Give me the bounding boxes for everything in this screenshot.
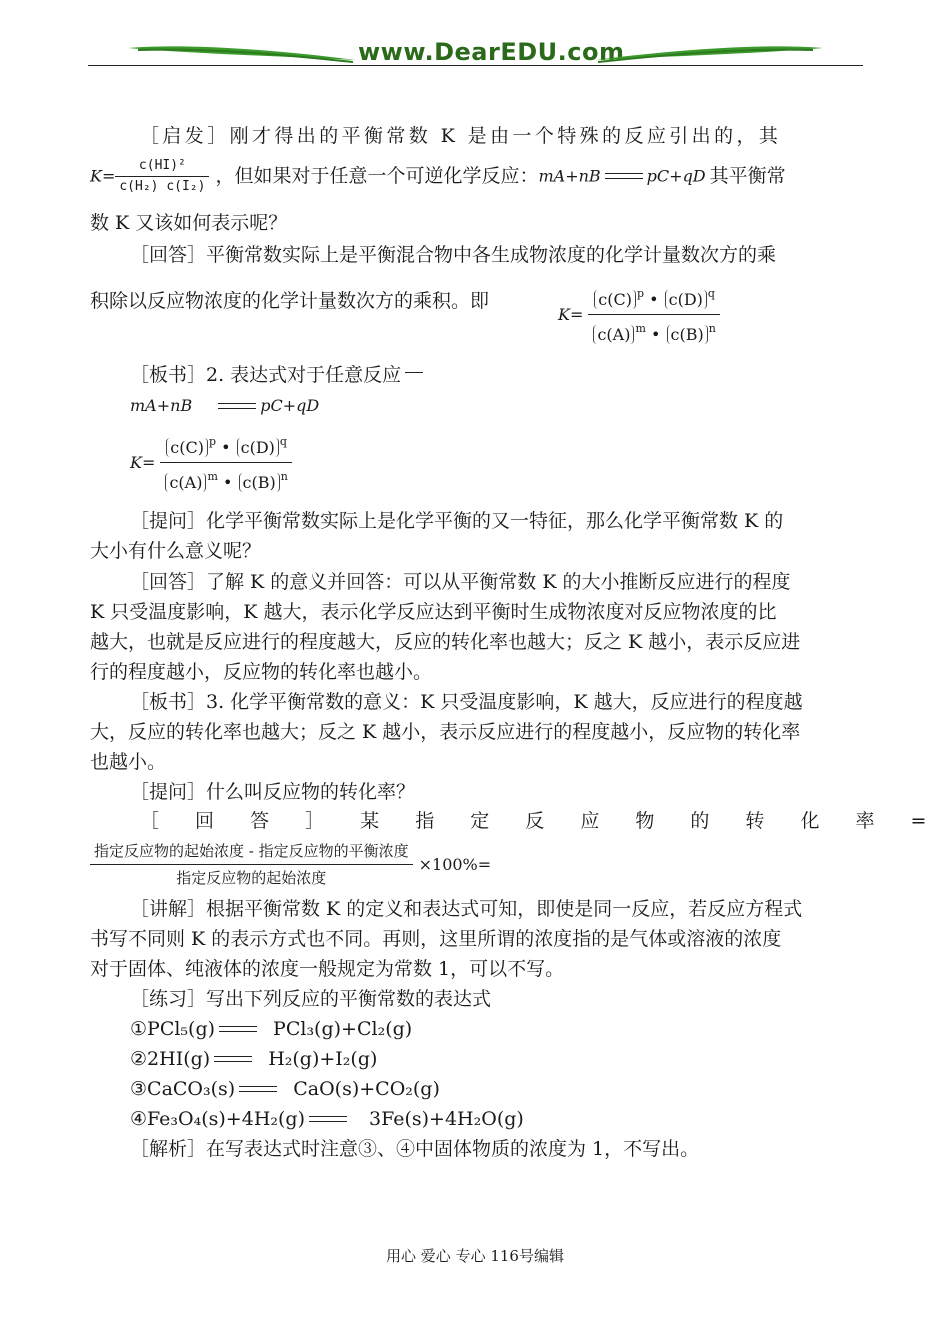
equilibrium-arrow-icon [214,1055,252,1065]
exercise-4: ④Fe₃O₄(s)+4H₂(g) 3Fe(s)+4H₂O(g) [130,1108,524,1130]
p9-line3: 对于固体、纯液体的浓度一般规定为常数 1，可以不写。 [90,958,565,980]
p9-line1: ［讲解］根据平衡常数 K 的定义和表达式可知，即使是同一反应，若反应方程式 [130,898,803,920]
p3-line1: ［板书］2. 表达式对于任意反应 [130,360,423,390]
p1-line1: ［启发］刚才得出的平衡常数 K 是由一个特殊的反应引出的，其 [140,125,782,147]
p1-line2: K= $\frac{\text{c(HI)²}}{\text{c(H₂) c(I₂)}}$ ，但如果对于任意一个可逆化学反应：mA+nB pC+qD 其平衡常 [90,158,786,194]
equilibrium-arrow-icon [605,172,643,182]
p1-line3: 数 K 又该如何表示呢？ [90,212,288,234]
p11-line1: ［解析］在写表达式时注意③、④中固体物质的浓度为 1，不写出。 [130,1138,700,1160]
k-symbol: K= [90,166,116,186]
small-arrow-icon [405,372,423,381]
equilibrium-arrow-icon [239,1085,277,1095]
hi-fraction: $\frac{\text{c(HI)²}}{\text{c(H₂) c(I₂)}}$ [115,158,209,195]
conversion-formula: $\frac{\text{指定反应物的起始浓度 - 指定反应物的平衡浓度}}{\text{指定反应物的起始浓度}}$ ×100%= [90,840,491,889]
header-rule [88,65,863,66]
leaf-swoosh-left-icon [128,38,358,68]
p5-line3: 越大，也就是反应进行的程度越大，反应的转化率也越大；反之 K 越小，表示反应进 [90,631,801,653]
p7-line1: ［提问］什么叫反应物的转化率？ [130,781,416,803]
p8-line1: ［ 回 答 ］ 某 指 定 反 应 物 的 转 化 率 = [140,810,942,832]
p6-line2: 大，反应的转化率也越大；反之 K 越小，表示反应进行的程度越小，反应物的转化率 [90,721,801,743]
p6-line3: 也越小。 [90,751,167,773]
p6-line1: ［板书］3. 化学平衡常数的意义：K 只受温度影响，K 越大，反应进行的程度越 [130,691,803,713]
exercise-3: ③CaCO₃(s) CaO(s)+CO₂(g) [130,1078,440,1100]
equilibrium-arrow-icon [218,402,256,412]
leaf-swoosh-right-icon [593,38,823,68]
p3-reaction: mA+nB pC+qD [130,396,320,415]
p2-line1: ［回答］平衡常数实际上是平衡混合物中各生成物浓度的化学计量数次方的乘 [130,244,777,266]
footer-text: 用心 爱心 专心 116号编辑 [386,1247,564,1265]
k-expression-2: K= $\frac{c(C) ^p • c(D) ^q}{c(A) ^m • c(B) ^n}$ [130,430,292,495]
k-expression-1: K= $\frac{c(C) ^p • c(D) ^q}{c(A) ^m • c(B) ^n}$ [558,282,720,347]
p2-line2: 积除以反应物浓度的化学计量数次方的乘积。即 [90,290,490,312]
site-logo[interactable]: www.DearEDU.com [358,38,625,66]
p5-line2: K 只受温度影响，K 越大，表示化学反应达到平衡时生成物浓度对反应物浓度的比 [90,601,777,623]
p9-line2: 书写不同则 K 的表示方式也不同。再则，这里所谓的浓度指的是气体或溶液的浓度 [90,928,782,950]
p4-line2: 大小有什么意义呢？ [90,540,262,562]
p5-line1: ［回答］了解 K 的意义并回答：可以从平衡常数 K 的大小推断反应进行的程度 [130,571,791,593]
exercise-1: ①PCl₅(g) PCl₃(g)+Cl₂(g) [130,1018,413,1040]
header-banner [88,34,863,70]
p4-line1: ［提问］化学平衡常数实际上是化学平衡的又一特征，那么化学平衡常数 K 的 [130,510,784,532]
p10-line1: ［练习］写出下列反应的平衡常数的表达式 [130,988,492,1010]
equilibrium-arrow-icon [219,1025,257,1035]
p5-line4: 行的程度越小，反应物的转化率也越小。 [90,661,433,683]
equilibrium-arrow-icon [309,1115,347,1125]
exercise-2: ②2HI(g) H₂(g)+I₂(g) [130,1048,378,1070]
